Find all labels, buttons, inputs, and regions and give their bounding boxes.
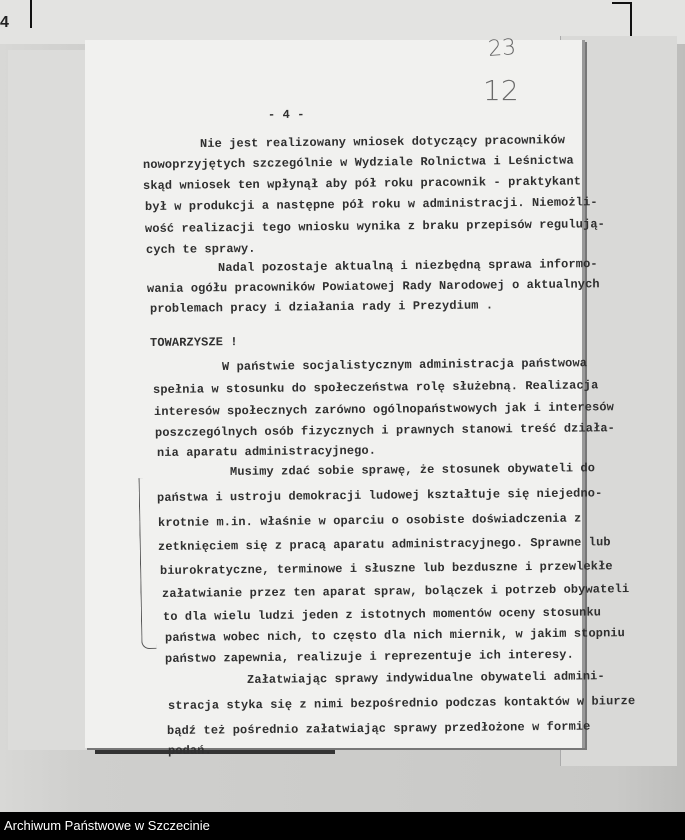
text-line: nia aparatu administracyjnego. — [156, 443, 377, 460]
text-line: to dla wielu ludzi jeden z istotnych momentów oceny stosunku — [162, 605, 602, 624]
text-line: był w produkcji a następne pół roku w administracji. Niemożli- — [144, 195, 598, 214]
text-line: problemach pracy i działania rady i Prezydium . — [149, 298, 494, 316]
text-line: interesów społecznych zarówno ogólnopaństwowych jak i interesów — [153, 400, 615, 419]
text-line: cych te sprawy. — [145, 241, 256, 257]
text-line: załatwianie przez ten aparat spraw, bolączek i potrzeb obywateli — [161, 582, 630, 601]
text-line: zetknięciem się z pracą aparatu administracyjnego. Sprawne lub — [157, 535, 611, 554]
text-line: skąd wniosek ten wpłynął aby pół roku pracownik - praktykant — [142, 174, 582, 193]
text-line: biurokratyczne, terminowe i słuszne lub bezduszne i przewlekłe — [159, 559, 613, 578]
underlying-page-left — [8, 50, 91, 750]
text-line: krotnie m.in. właśnie w oparciu o osobiste doświadczenia z — [157, 511, 582, 530]
text-line: wość realizacji tego wniosku wynika z braku przepisów regulują- — [144, 217, 606, 236]
text-line: Nie jest realizowany wniosek dotyczący pracowników — [199, 133, 566, 151]
text-line: wania ogółu pracowników Powiatowej Rady Narodowej o aktualnych — [146, 277, 600, 296]
handwritten-number: 23 — [487, 35, 517, 62]
margin-bracket-annotation — [139, 478, 157, 649]
crop-mark-right — [612, 2, 632, 4]
text-line: podań. — [167, 743, 212, 758]
text-line: Nadal pozostaje aktualną i niezbędną sprawa informo- — [217, 257, 598, 275]
text-line: Załatwiając sprawy indywidualne obywateli admini- — [246, 669, 605, 687]
footer-bar — [0, 812, 685, 840]
section-heading: TOWARZYSZE ! — [149, 335, 238, 350]
text-line: W państwie socjalistycznym administracja państwowa — [221, 356, 588, 374]
folio-number: 4 — [0, 14, 9, 31]
page-number: - 4 - — [267, 107, 305, 122]
crop-mark-right-vertical — [630, 2, 632, 36]
crop-mark-left — [30, 0, 32, 28]
text-line: państwa wobec nich, to często dla nich miernik, w jakim stopniu — [164, 626, 626, 645]
text-line: Musimy zdać sobie sprawę, że stosunek obywateli do — [229, 461, 596, 479]
text-line: poszczególnych osób fizycznych i prawnych stanowi treść działa- — [154, 421, 616, 440]
text-line: państwa i ustroju demokracji ludowej kształtuje się niejedno- — [156, 486, 603, 505]
text-line: spełnia w stosunku do społeczeństwa rolę służebną. Realizacja — [152, 378, 599, 397]
archive-name: Archiwum Państwowe w Szczecinie — [4, 818, 210, 833]
text-line: państwo zapewnia, realizuje i reprezentuje ich interesy. — [164, 647, 574, 666]
text-line: nowoprzyjętych szczególnie w Wydziale Rolnictwa i Leśnictwa — [142, 153, 574, 172]
text-line: stracja styka się z nimi bezpośrednio podczas kontaktów w biurze — [167, 694, 636, 713]
handwritten-number: 12 — [483, 74, 519, 107]
text-line: bądź też pośrednio załatwiając sprawy przedłożone w formie — [166, 719, 591, 738]
